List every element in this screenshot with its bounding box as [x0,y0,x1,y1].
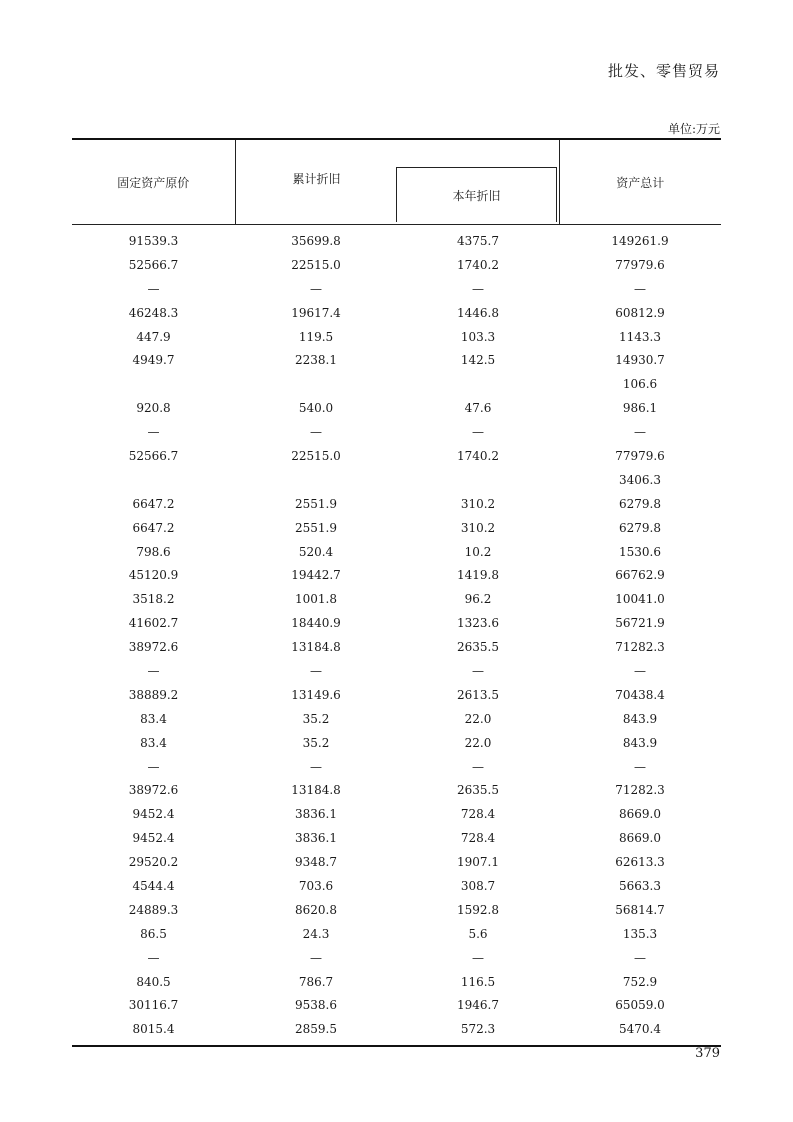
table-cell: 29520.2 [128,855,179,870]
table-cell: 308.7 [460,878,496,893]
table-cell: 77979.6 [615,257,665,272]
table-cell: 70438.4 [615,687,665,702]
table-cell: 6647.2 [132,496,175,511]
table-row [72,970,721,994]
column-header-current-year-depreciation: 本年折旧 [396,167,557,222]
table-row [72,898,721,922]
table-cell: 135.3 [622,926,658,941]
table-cell: — [147,759,160,774]
table-cell [235,372,397,396]
table-cell: 843.9 [622,711,658,726]
table-row [72,683,721,707]
table-cell: — [310,281,322,296]
unit-label: 单位:万元 [667,122,720,136]
table-cell: 840.5 [136,974,171,989]
table-cell: — [147,950,160,965]
table-cell: 5663.3 [619,878,661,893]
table-cell: 13149.6 [291,687,341,702]
section-title: 批发、零售贸易 [607,62,720,80]
table-cell: 2635.5 [457,783,499,798]
table-cell: 56721.9 [615,616,665,631]
table-row [72,826,721,850]
table-row [72,372,721,396]
table-cell: 65059.0 [615,998,665,1013]
table-cell: 6279.8 [619,520,661,535]
table-cell: 1740.2 [457,448,499,463]
table-row [72,396,721,420]
table-cell: 77979.6 [615,448,665,463]
table-cell: — [634,663,646,678]
table-cell: — [310,425,322,440]
table-cell: 3836.1 [295,831,337,846]
column-header-total-assets: 资产总计 [559,139,721,225]
table-cell: 10041.0 [615,592,665,607]
table-cell: 56814.7 [615,902,665,917]
table-cell: 46248.3 [128,305,179,320]
table-cell: — [472,663,484,678]
table-cell: — [147,425,160,440]
table-row [72,444,721,468]
table-cell: 71282.3 [615,640,665,655]
table-cell: 310.2 [460,520,496,535]
table-cell: 9348.7 [295,855,337,870]
table-cell: 106.6 [622,377,658,392]
table-row [72,731,721,755]
table-cell: 4949.7 [132,353,175,368]
table-cell: 66762.9 [615,568,665,583]
table-cell: 728.4 [460,807,496,822]
table-row [72,225,721,253]
table-row [72,540,721,564]
table-cell: 1907.1 [457,855,499,870]
table-cell [72,372,235,396]
table-cell: 41602.7 [128,616,179,631]
table-cell: — [634,281,646,296]
table-cell: — [472,425,484,440]
table-cell: 35.2 [302,735,330,750]
table-cell [72,468,235,492]
table-cell: — [472,950,484,965]
table-cell: — [472,759,484,774]
table-cell: 14930.7 [615,353,665,368]
table-cell: 52566.7 [128,448,179,463]
table-cell: 60812.9 [615,305,665,320]
table-body [72,225,721,1047]
table-row [72,707,721,731]
table-cell: 2551.9 [295,496,337,511]
table-cell [397,372,559,396]
table-cell: 96.2 [464,592,492,607]
table-cell: 3836.1 [295,807,337,822]
table-cell: — [147,663,160,678]
table-cell: 116.5 [460,974,496,989]
table-cell: — [310,759,322,774]
table-cell: 30116.7 [128,998,179,1013]
table-cell [397,468,559,492]
table-cell: 35699.8 [291,233,341,248]
table-cell: 8669.0 [619,831,661,846]
table-cell: 1001.8 [295,592,337,607]
table-cell: 6647.2 [132,520,175,535]
table-row [72,635,721,659]
table-cell: 1592.8 [457,902,499,917]
table-cell: 5470.4 [559,1017,721,1046]
table-row [72,325,721,349]
table-row [72,468,721,492]
table-cell: 24889.3 [128,902,179,917]
table-row [72,253,721,277]
table-cell: 86.5 [140,926,167,941]
table-cell: — [310,950,322,965]
table-cell: — [472,281,484,296]
table-row [72,778,721,802]
table-cell: 83.4 [140,711,167,726]
table-cell: 6279.8 [619,496,661,511]
table-row [72,994,721,1018]
table-cell: — [634,425,646,440]
table-cell: 45120.9 [128,568,179,583]
table-cell: 843.9 [622,735,658,750]
table-cell: 62613.3 [615,855,665,870]
table-row [72,946,721,970]
table-cell: 71282.3 [615,783,665,798]
table-cell: 38972.6 [128,640,179,655]
table-cell: — [147,281,160,296]
table-cell: 1419.8 [457,568,499,583]
table-cell: 5.6 [468,926,488,941]
table-cell [235,468,397,492]
table-row [72,277,721,301]
table-cell: 2238.1 [295,353,337,368]
table-cell: 103.3 [460,329,496,344]
table-cell: 8669.0 [619,807,661,822]
table-row [72,755,721,779]
table-cell: 22515.0 [291,257,341,272]
table-cell: 8015.4 [72,1017,235,1046]
table-row [72,850,721,874]
table-cell: 520.4 [298,544,334,559]
table-row [72,659,721,683]
table-row [72,874,721,898]
table-cell: 91539.3 [128,233,179,248]
table-cell: 986.1 [622,401,658,416]
table-row [72,492,721,516]
table-cell: 18440.9 [291,616,341,631]
table-cell: 2635.5 [457,640,499,655]
table-cell: 1446.8 [457,305,499,320]
table-cell: 728.4 [460,831,496,846]
table-row [72,348,721,372]
table-cell: 19442.7 [291,568,341,583]
table-cell: 540.0 [298,401,334,416]
column-header-accumulated-depreciation: 累计折旧 [292,171,341,186]
table-cell: — [310,663,322,678]
table-cell: 13184.8 [291,640,341,655]
data-table [72,138,721,1047]
table-row [72,587,721,611]
table-cell: 572.3 [397,1017,559,1046]
table-cell: 2613.5 [457,687,499,702]
table-cell: 4544.4 [132,878,175,893]
table-cell: 10.2 [464,544,492,559]
table-cell: 22.0 [464,711,492,726]
table-cell: 1323.6 [457,616,499,631]
table-row [72,1017,721,1046]
table-cell: 8620.8 [295,902,337,917]
table-cell: 142.5 [460,353,496,368]
column-header-original-value: 固定资产原价 [72,139,235,225]
page-number: 379 [695,1046,720,1061]
table-row [72,802,721,826]
table-cell: 9452.4 [132,831,175,846]
table-cell: 2551.9 [295,520,337,535]
table-cell: 3406.3 [619,472,661,487]
table-cell: 3518.2 [132,592,175,607]
table-cell: 19617.4 [291,305,341,320]
table-cell: 4375.7 [457,233,499,248]
table-cell: 22515.0 [291,448,341,463]
table-cell: 1740.2 [457,257,499,272]
table-cell: 119.5 [298,329,334,344]
table-cell: 786.7 [298,974,334,989]
table-cell: 24.3 [302,926,330,941]
table-cell: 447.9 [136,329,171,344]
data-table-container [72,138,721,1047]
table-cell: 9452.4 [132,807,175,822]
table-cell: 9538.6 [295,998,337,1013]
table-row [72,922,721,946]
table-cell: 22.0 [464,735,492,750]
table-cell: 52566.7 [128,257,179,272]
table-cell: 752.9 [622,974,658,989]
table-cell: 38972.6 [128,783,179,798]
table-cell: 310.2 [460,496,496,511]
table-cell: 798.6 [136,544,171,559]
table-cell: 13184.8 [291,783,341,798]
table-cell: 1143.3 [619,329,661,344]
table-cell: 38889.2 [128,687,179,702]
table-cell: 1946.7 [457,998,499,1013]
table-row [72,420,721,444]
table-row [72,301,721,325]
table-cell: 1530.6 [619,544,661,559]
table-row [72,516,721,540]
table-cell: 47.6 [464,401,492,416]
table-row [72,563,721,587]
table-cell: — [634,759,646,774]
table-cell: 703.6 [298,878,334,893]
table-cell: 2859.5 [235,1017,397,1046]
table-cell: — [634,950,646,965]
table-cell: 35.2 [302,711,330,726]
table-cell: 149261.9 [611,233,669,248]
table-cell: 83.4 [140,735,167,750]
table-row [72,611,721,635]
table-cell: 920.8 [136,401,171,416]
